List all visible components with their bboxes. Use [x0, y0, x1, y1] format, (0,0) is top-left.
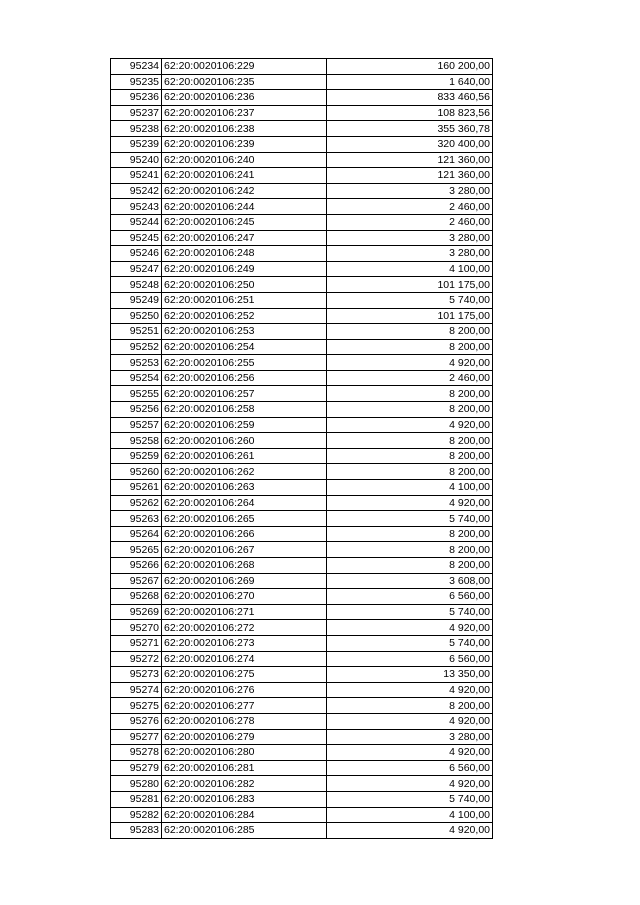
row-number-cell: 95268: [111, 589, 162, 605]
cadastral-number-cell: 62:20:0020106:267: [162, 542, 327, 558]
row-number-cell: 95283: [111, 823, 162, 839]
row-number-cell: 95275: [111, 698, 162, 714]
cadastral-number-cell: 62:20:0020106:256: [162, 370, 327, 386]
cadastral-value-cell: 5 740,00: [327, 791, 493, 807]
table-row: [111, 589, 493, 605]
cadastral-value-cell: 4 920,00: [327, 355, 493, 371]
cadastral-number-cell: 62:20:0020106:253: [162, 324, 327, 340]
cadastral-value-cell: 8 200,00: [327, 386, 493, 402]
table-row: [111, 433, 493, 449]
cadastral-value-cell: 8 200,00: [327, 464, 493, 480]
table-row: [111, 355, 493, 371]
table-row: [111, 417, 493, 433]
row-number-cell: 95260: [111, 464, 162, 480]
cadastral-number-cell: 62:20:0020106:278: [162, 713, 327, 729]
cadastral-value-cell: 4 920,00: [327, 495, 493, 511]
cadastral-number-cell: 62:20:0020106:252: [162, 308, 327, 324]
cadastral-number-cell: 62:20:0020106:242: [162, 183, 327, 199]
cadastral-value-cell: 3 280,00: [327, 230, 493, 246]
table-row: [111, 480, 493, 496]
cadastral-value-cell: 8 200,00: [327, 433, 493, 449]
cadastral-number-cell: 62:20:0020106:268: [162, 558, 327, 574]
row-number-cell: 95273: [111, 667, 162, 683]
table-row: [111, 152, 493, 168]
cadastral-number-cell: 62:20:0020106:239: [162, 136, 327, 152]
cadastral-number-cell: 62:20:0020106:261: [162, 448, 327, 464]
row-number-cell: 95247: [111, 261, 162, 277]
row-number-cell: 95239: [111, 136, 162, 152]
cadastral-value-cell: 121 360,00: [327, 152, 493, 168]
table-row: [111, 168, 493, 184]
table-row: [111, 339, 493, 355]
cadastral-number-cell: 62:20:0020106:250: [162, 277, 327, 293]
cadastral-value-cell: 6 560,00: [327, 760, 493, 776]
row-number-cell: 95279: [111, 760, 162, 776]
row-number-cell: 95282: [111, 807, 162, 823]
row-number-cell: 95236: [111, 90, 162, 106]
table-row: [111, 667, 493, 683]
table-row: [111, 713, 493, 729]
cadastral-value-cell: 4 920,00: [327, 823, 493, 839]
row-number-cell: 95276: [111, 713, 162, 729]
cadastral-number-cell: 62:20:0020106:263: [162, 480, 327, 496]
table-row: [111, 308, 493, 324]
cadastral-value-cell: 4 920,00: [327, 620, 493, 636]
cadastral-value-cell: 1 640,00: [327, 74, 493, 90]
cadastral-value-cell: 8 200,00: [327, 402, 493, 418]
cadastral-value-cell: 4 100,00: [327, 480, 493, 496]
cadastral-number-cell: 62:20:0020106:254: [162, 339, 327, 355]
row-number-cell: 95237: [111, 105, 162, 121]
cadastral-number-cell: 62:20:0020106:255: [162, 355, 327, 371]
cadastral-number-cell: 62:20:0020106:269: [162, 573, 327, 589]
table-row: [111, 526, 493, 542]
cadastral-value-cell: 13 350,00: [327, 667, 493, 683]
row-number-cell: 95252: [111, 339, 162, 355]
cadastral-value-cell: 101 175,00: [327, 277, 493, 293]
table-row: [111, 558, 493, 574]
table-row: [111, 199, 493, 215]
table-row: [111, 121, 493, 137]
cadastral-number-cell: 62:20:0020106:244: [162, 199, 327, 215]
cadastral-number-cell: 62:20:0020106:236: [162, 90, 327, 106]
table-row: [111, 542, 493, 558]
row-number-cell: 95243: [111, 199, 162, 215]
cadastral-value-cell: 3 280,00: [327, 183, 493, 199]
cadastral-number-cell: 62:20:0020106:229: [162, 59, 327, 75]
cadastral-number-cell: 62:20:0020106:259: [162, 417, 327, 433]
cadastral-value-cell: 3 608,00: [327, 573, 493, 589]
cadastral-value-cell: 4 920,00: [327, 417, 493, 433]
cadastral-value-cell: 8 200,00: [327, 339, 493, 355]
cadastral-value-table: [110, 58, 493, 839]
table-row: [111, 370, 493, 386]
cadastral-value-cell: 4 920,00: [327, 745, 493, 761]
cadastral-value-cell: 8 200,00: [327, 324, 493, 340]
table-row: [111, 402, 493, 418]
table-row: [111, 698, 493, 714]
table-row: [111, 292, 493, 308]
row-number-cell: 95266: [111, 558, 162, 574]
cadastral-value-cell: 4 100,00: [327, 807, 493, 823]
cadastral-number-cell: 62:20:0020106:235: [162, 74, 327, 90]
table-row: [111, 823, 493, 839]
row-number-cell: 95271: [111, 635, 162, 651]
cadastral-value-cell: 8 200,00: [327, 698, 493, 714]
row-number-cell: 95235: [111, 74, 162, 90]
cadastral-value-cell: 5 740,00: [327, 635, 493, 651]
cadastral-value-cell: 320 400,00: [327, 136, 493, 152]
row-number-cell: 95241: [111, 168, 162, 184]
row-number-cell: 95246: [111, 246, 162, 262]
table-row: [111, 760, 493, 776]
table-row: [111, 261, 493, 277]
row-number-cell: 95269: [111, 604, 162, 620]
row-number-cell: 95259: [111, 448, 162, 464]
row-number-cell: 95267: [111, 573, 162, 589]
table-body: [111, 59, 493, 839]
cadastral-number-cell: 62:20:0020106:280: [162, 745, 327, 761]
table-row: [111, 324, 493, 340]
cadastral-number-cell: 62:20:0020106:279: [162, 729, 327, 745]
cadastral-number-cell: 62:20:0020106:247: [162, 230, 327, 246]
row-number-cell: 95261: [111, 480, 162, 496]
cadastral-value-cell: 160 200,00: [327, 59, 493, 75]
table-row: [111, 635, 493, 651]
table-row: [111, 246, 493, 262]
cadastral-value-cell: 4 100,00: [327, 261, 493, 277]
table-row: [111, 464, 493, 480]
cadastral-number-cell: 62:20:0020106:266: [162, 526, 327, 542]
row-number-cell: 95278: [111, 745, 162, 761]
table-row: [111, 105, 493, 121]
cadastral-number-cell: 62:20:0020106:277: [162, 698, 327, 714]
row-number-cell: 95258: [111, 433, 162, 449]
table-row: [111, 183, 493, 199]
cadastral-number-cell: 62:20:0020106:262: [162, 464, 327, 480]
table-row: [111, 729, 493, 745]
row-number-cell: 95265: [111, 542, 162, 558]
table-row: [111, 620, 493, 636]
cadastral-value-cell: 108 823,56: [327, 105, 493, 121]
cadastral-value-cell: 833 460,56: [327, 90, 493, 106]
row-number-cell: 95245: [111, 230, 162, 246]
cadastral-number-cell: 62:20:0020106:248: [162, 246, 327, 262]
table-row: [111, 682, 493, 698]
table-row: [111, 511, 493, 527]
table-row: [111, 604, 493, 620]
row-number-cell: 95254: [111, 370, 162, 386]
row-number-cell: 95257: [111, 417, 162, 433]
cadastral-number-cell: 62:20:0020106:251: [162, 292, 327, 308]
cadastral-value-cell: 3 280,00: [327, 729, 493, 745]
row-number-cell: 95281: [111, 791, 162, 807]
cadastral-number-cell: 62:20:0020106:257: [162, 386, 327, 402]
table-row: [111, 90, 493, 106]
row-number-cell: 95262: [111, 495, 162, 511]
table-row: [111, 776, 493, 792]
cadastral-number-cell: 62:20:0020106:282: [162, 776, 327, 792]
cadastral-value-cell: 8 200,00: [327, 448, 493, 464]
cadastral-number-cell: 62:20:0020106:258: [162, 402, 327, 418]
row-number-cell: 95270: [111, 620, 162, 636]
cadastral-number-cell: 62:20:0020106:285: [162, 823, 327, 839]
cadastral-number-cell: 62:20:0020106:260: [162, 433, 327, 449]
table-row: [111, 386, 493, 402]
row-number-cell: 95264: [111, 526, 162, 542]
row-number-cell: 95238: [111, 121, 162, 137]
cadastral-value-cell: 3 280,00: [327, 246, 493, 262]
cadastral-number-cell: 62:20:0020106:274: [162, 651, 327, 667]
cadastral-number-cell: 62:20:0020106:281: [162, 760, 327, 776]
table-row: [111, 495, 493, 511]
cadastral-number-cell: 62:20:0020106:245: [162, 214, 327, 230]
table-row: [111, 573, 493, 589]
table-row: [111, 230, 493, 246]
cadastral-value-cell: 5 740,00: [327, 604, 493, 620]
cadastral-value-cell: 4 920,00: [327, 776, 493, 792]
cadastral-number-cell: 62:20:0020106:265: [162, 511, 327, 527]
row-number-cell: 95253: [111, 355, 162, 371]
row-number-cell: 95274: [111, 682, 162, 698]
cadastral-value-cell: 2 460,00: [327, 199, 493, 215]
cadastral-number-cell: 62:20:0020106:276: [162, 682, 327, 698]
table-row: [111, 214, 493, 230]
cadastral-value-cell: 5 740,00: [327, 511, 493, 527]
cadastral-value-cell: 8 200,00: [327, 542, 493, 558]
cadastral-value-cell: 355 360,78: [327, 121, 493, 137]
table-row: [111, 651, 493, 667]
row-number-cell: 95255: [111, 386, 162, 402]
cadastral-value-cell: 2 460,00: [327, 214, 493, 230]
cadastral-value-cell: 6 560,00: [327, 589, 493, 605]
row-number-cell: 95248: [111, 277, 162, 293]
table-row: [111, 136, 493, 152]
cadastral-number-cell: 62:20:0020106:249: [162, 261, 327, 277]
row-number-cell: 95244: [111, 214, 162, 230]
row-number-cell: 95277: [111, 729, 162, 745]
cadastral-value-cell: 101 175,00: [327, 308, 493, 324]
cadastral-number-cell: 62:20:0020106:264: [162, 495, 327, 511]
cadastral-number-cell: 62:20:0020106:270: [162, 589, 327, 605]
row-number-cell: 95272: [111, 651, 162, 667]
row-number-cell: 95240: [111, 152, 162, 168]
row-number-cell: 95256: [111, 402, 162, 418]
table-row: [111, 791, 493, 807]
table-row: [111, 745, 493, 761]
cadastral-value-cell: 121 360,00: [327, 168, 493, 184]
cadastral-value-cell: 8 200,00: [327, 526, 493, 542]
row-number-cell: 95250: [111, 308, 162, 324]
cadastral-number-cell: 62:20:0020106:271: [162, 604, 327, 620]
row-number-cell: 95249: [111, 292, 162, 308]
row-number-cell: 95251: [111, 324, 162, 340]
cadastral-number-cell: 62:20:0020106:237: [162, 105, 327, 121]
table-row: [111, 448, 493, 464]
cadastral-value-cell: 8 200,00: [327, 558, 493, 574]
cadastral-value-cell: 2 460,00: [327, 370, 493, 386]
cadastral-value-cell: 4 920,00: [327, 682, 493, 698]
cadastral-number-cell: 62:20:0020106:284: [162, 807, 327, 823]
cadastral-value-cell: 4 920,00: [327, 713, 493, 729]
table-row: [111, 807, 493, 823]
cadastral-number-cell: 62:20:0020106:272: [162, 620, 327, 636]
cadastral-number-cell: 62:20:0020106:238: [162, 121, 327, 137]
cadastral-value-cell: 5 740,00: [327, 292, 493, 308]
cadastral-number-cell: 62:20:0020106:273: [162, 635, 327, 651]
table-row: [111, 74, 493, 90]
table-row: [111, 59, 493, 75]
row-number-cell: 95242: [111, 183, 162, 199]
row-number-cell: 95234: [111, 59, 162, 75]
row-number-cell: 95263: [111, 511, 162, 527]
row-number-cell: 95280: [111, 776, 162, 792]
cadastral-number-cell: 62:20:0020106:283: [162, 791, 327, 807]
cadastral-value-cell: 6 560,00: [327, 651, 493, 667]
cadastral-number-cell: 62:20:0020106:240: [162, 152, 327, 168]
cadastral-number-cell: 62:20:0020106:241: [162, 168, 327, 184]
cadastral-number-cell: 62:20:0020106:275: [162, 667, 327, 683]
table-row: [111, 277, 493, 293]
